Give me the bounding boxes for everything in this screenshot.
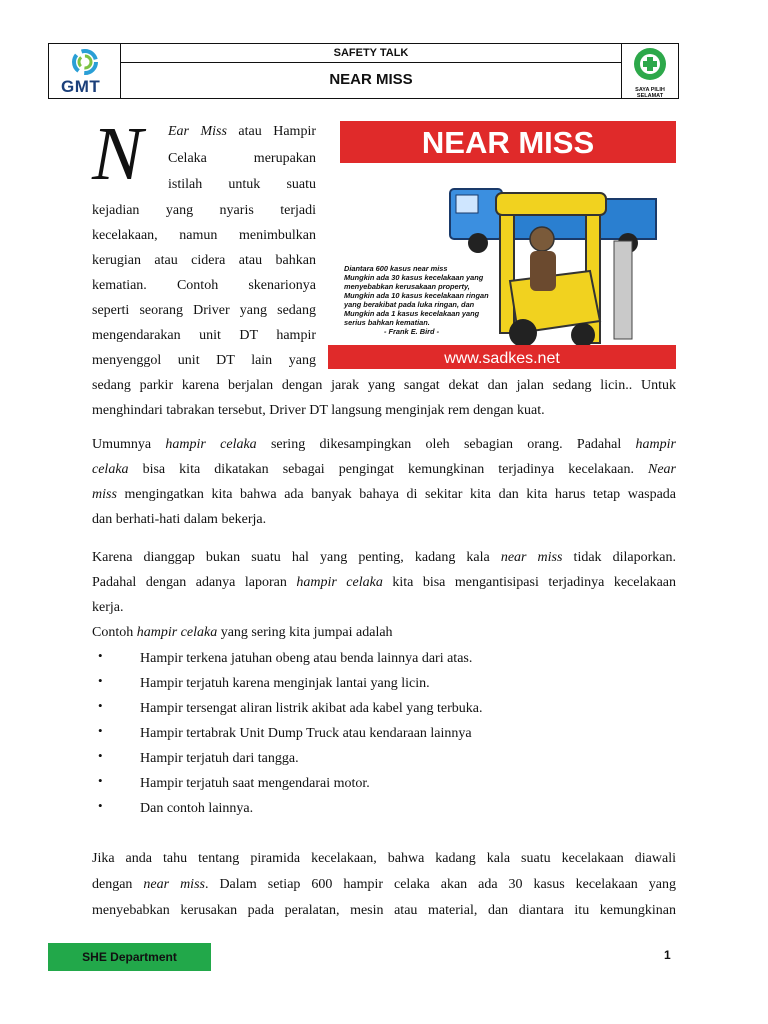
para2-emphasis: celaka [92,462,129,477]
list-item: Hampir tertabrak Unit Dump Truck atau kendaraan lainnya [140,726,472,741]
website-text: www.sadkes.net [444,350,560,367]
safety-logo-caption: SAYA PILIH SELAMAT [635,87,665,99]
para3-line-1 [92,546,676,570]
caption-line-2: Mungkin ada 30 kasus kecelakaan yang [344,273,484,282]
intro-line-5: kecelakaan, namun menimbulkan [92,228,316,243]
para2-text: Umumnya [92,437,166,452]
para4-line-1: Jika anda tahu tentang piramida kecelakaan, bahwa kadang kala suatu kecelakaan diawali [92,851,676,866]
intro-emphasis: Ear Miss [168,124,227,139]
bullet-icon: • [98,798,103,813]
list-item: Hampir terjatuh karena menginjak lantai yang licin. [140,676,430,691]
bullet-icon: • [98,748,103,763]
company-logo-text: GMT [61,77,101,96]
para3-text: tidak dilaporkan. [562,550,676,565]
para4-text: . Dalam setiap 600 hampir celaka akan ada 30 kasus kecelakaan yang [204,877,676,892]
para2-emphasis: miss [92,487,117,502]
intro-line-11: sedang parkir karena berjalan dengan jarak yang sangat dekat dan jalan sedang licin.. Untuk [92,378,676,393]
para2-emphasis: hampir celaka [165,437,257,452]
para3-text: Padahal dengan adanya laporan [92,575,297,590]
intro-text: atau Hampir [226,124,316,139]
intro-line-8: seperti seorang Driver yang sedang [92,303,316,318]
para2-emphasis: Near [648,462,676,477]
caption-line-7: serius bahkan kematian. [344,318,430,327]
near-miss-illustration [328,121,676,369]
intro-line-7: kematian. Contoh skenarionya [92,278,316,293]
para2-line-3 [92,483,676,507]
para3-text: Contoh [92,625,137,640]
intro-line-9: mengendarakan unit DT hampir [92,328,316,343]
list-item: Hampir terjatuh dari tangga. [140,751,299,766]
para4-text: dengan [92,877,144,892]
list-item: Dan contoh lainnya. [140,801,254,816]
para2-text: mengingatkan kita bahwa ada banyak bahaya di sekitar kita dan kita harus tetap waspada [116,487,676,502]
intro-line-6: kerugian atau cidera atau bahkan [92,253,316,268]
para2-line-4: dan berhati-hati dalam bekerja. [92,512,267,527]
caption-line-1: Diantara 600 kasus near miss [344,264,448,273]
para3-line-2 [92,571,676,595]
caption-line-6: Mungkin ada 1 kasus kecelakaan yang [344,309,480,318]
para2-text: sering dikesampingkan oleh sebagian orang. Padahal [256,437,636,452]
intro-line-10: menyenggol unit DT lain yang [92,353,316,368]
para3-emphasis: hampir celaka [136,625,218,640]
para3-emphasis: hampir celaka [296,575,383,590]
bullet-icon: • [98,723,103,738]
intro-line-12: menghindari tabrakan tersebut, Driver DT langsung menginjak rem dengan kuat. [92,403,545,418]
para2-text: bisa kita dikatakan sebagai pengingat kemungkinan terjadinya kecelakaan. [128,462,648,477]
para2-emphasis: hampir [635,437,676,452]
safety-cross-icon [622,44,679,88]
drop-cap: N [92,112,143,196]
list-item: Hampir terkena jatuhan obeng atau benda lainnya dari atas. [140,651,473,666]
para3-text: yang sering kita jumpai adalah [217,625,393,640]
intro-line-1 [168,120,316,144]
para2-line-1 [92,433,676,457]
para4-line-3: menyebabkan kerusakan pada peralatan, mesin atau material, dan diantara itu kemungkinan [92,903,676,918]
list-item: Hampir tersengat aliran listrik akibat ada kabel yang terbuka. [140,701,483,716]
para2-line-2 [92,458,676,482]
para4-emphasis: near miss [143,877,205,892]
bullet-icon: • [98,773,103,788]
company-logo [49,44,121,98]
intro-line-4: kejadian yang nyaris terjadi [92,203,316,218]
caption-line-5: yang berakibat pada luka ringan, dan [344,300,475,309]
para3-text: kita bisa mengantisipasi terjadinya kecelakaan [382,575,676,590]
intro-line-3: istilah untuk suatu [168,177,316,192]
safety-talk-label: SAFETY TALK [121,44,621,63]
bullet-icon: • [98,648,103,663]
page-number: 1 [664,948,671,962]
para3-emphasis: near miss [500,550,563,565]
para3-line-3: kerja. [92,600,124,615]
caption-line-4: Mungkin ada 10 kasus kecelakaan ringan [344,291,489,300]
para3-text: Karena dianggap bukan suatu hal yang penting, kadang kala [92,550,501,565]
intro-line-2: Celaka merupakan [168,151,316,166]
para4-line-2 [92,873,676,897]
safety-logo [621,44,678,98]
bullet-icon: • [98,673,103,688]
caption-line-3: menyebabkan kerusakaan property, [344,282,470,291]
list-item: Hampir terjatuh saat mengendarai motor. [140,776,370,791]
page-title: NEAR MISS [329,71,413,88]
banner-text: NEAR MISS [421,125,595,160]
document-header [48,43,679,99]
bullet-icon: • [98,698,103,713]
para3-line-4 [92,621,676,645]
department-badge: SHE Department [48,943,211,971]
caption-line-8: - Frank E. Bird - [384,327,440,336]
